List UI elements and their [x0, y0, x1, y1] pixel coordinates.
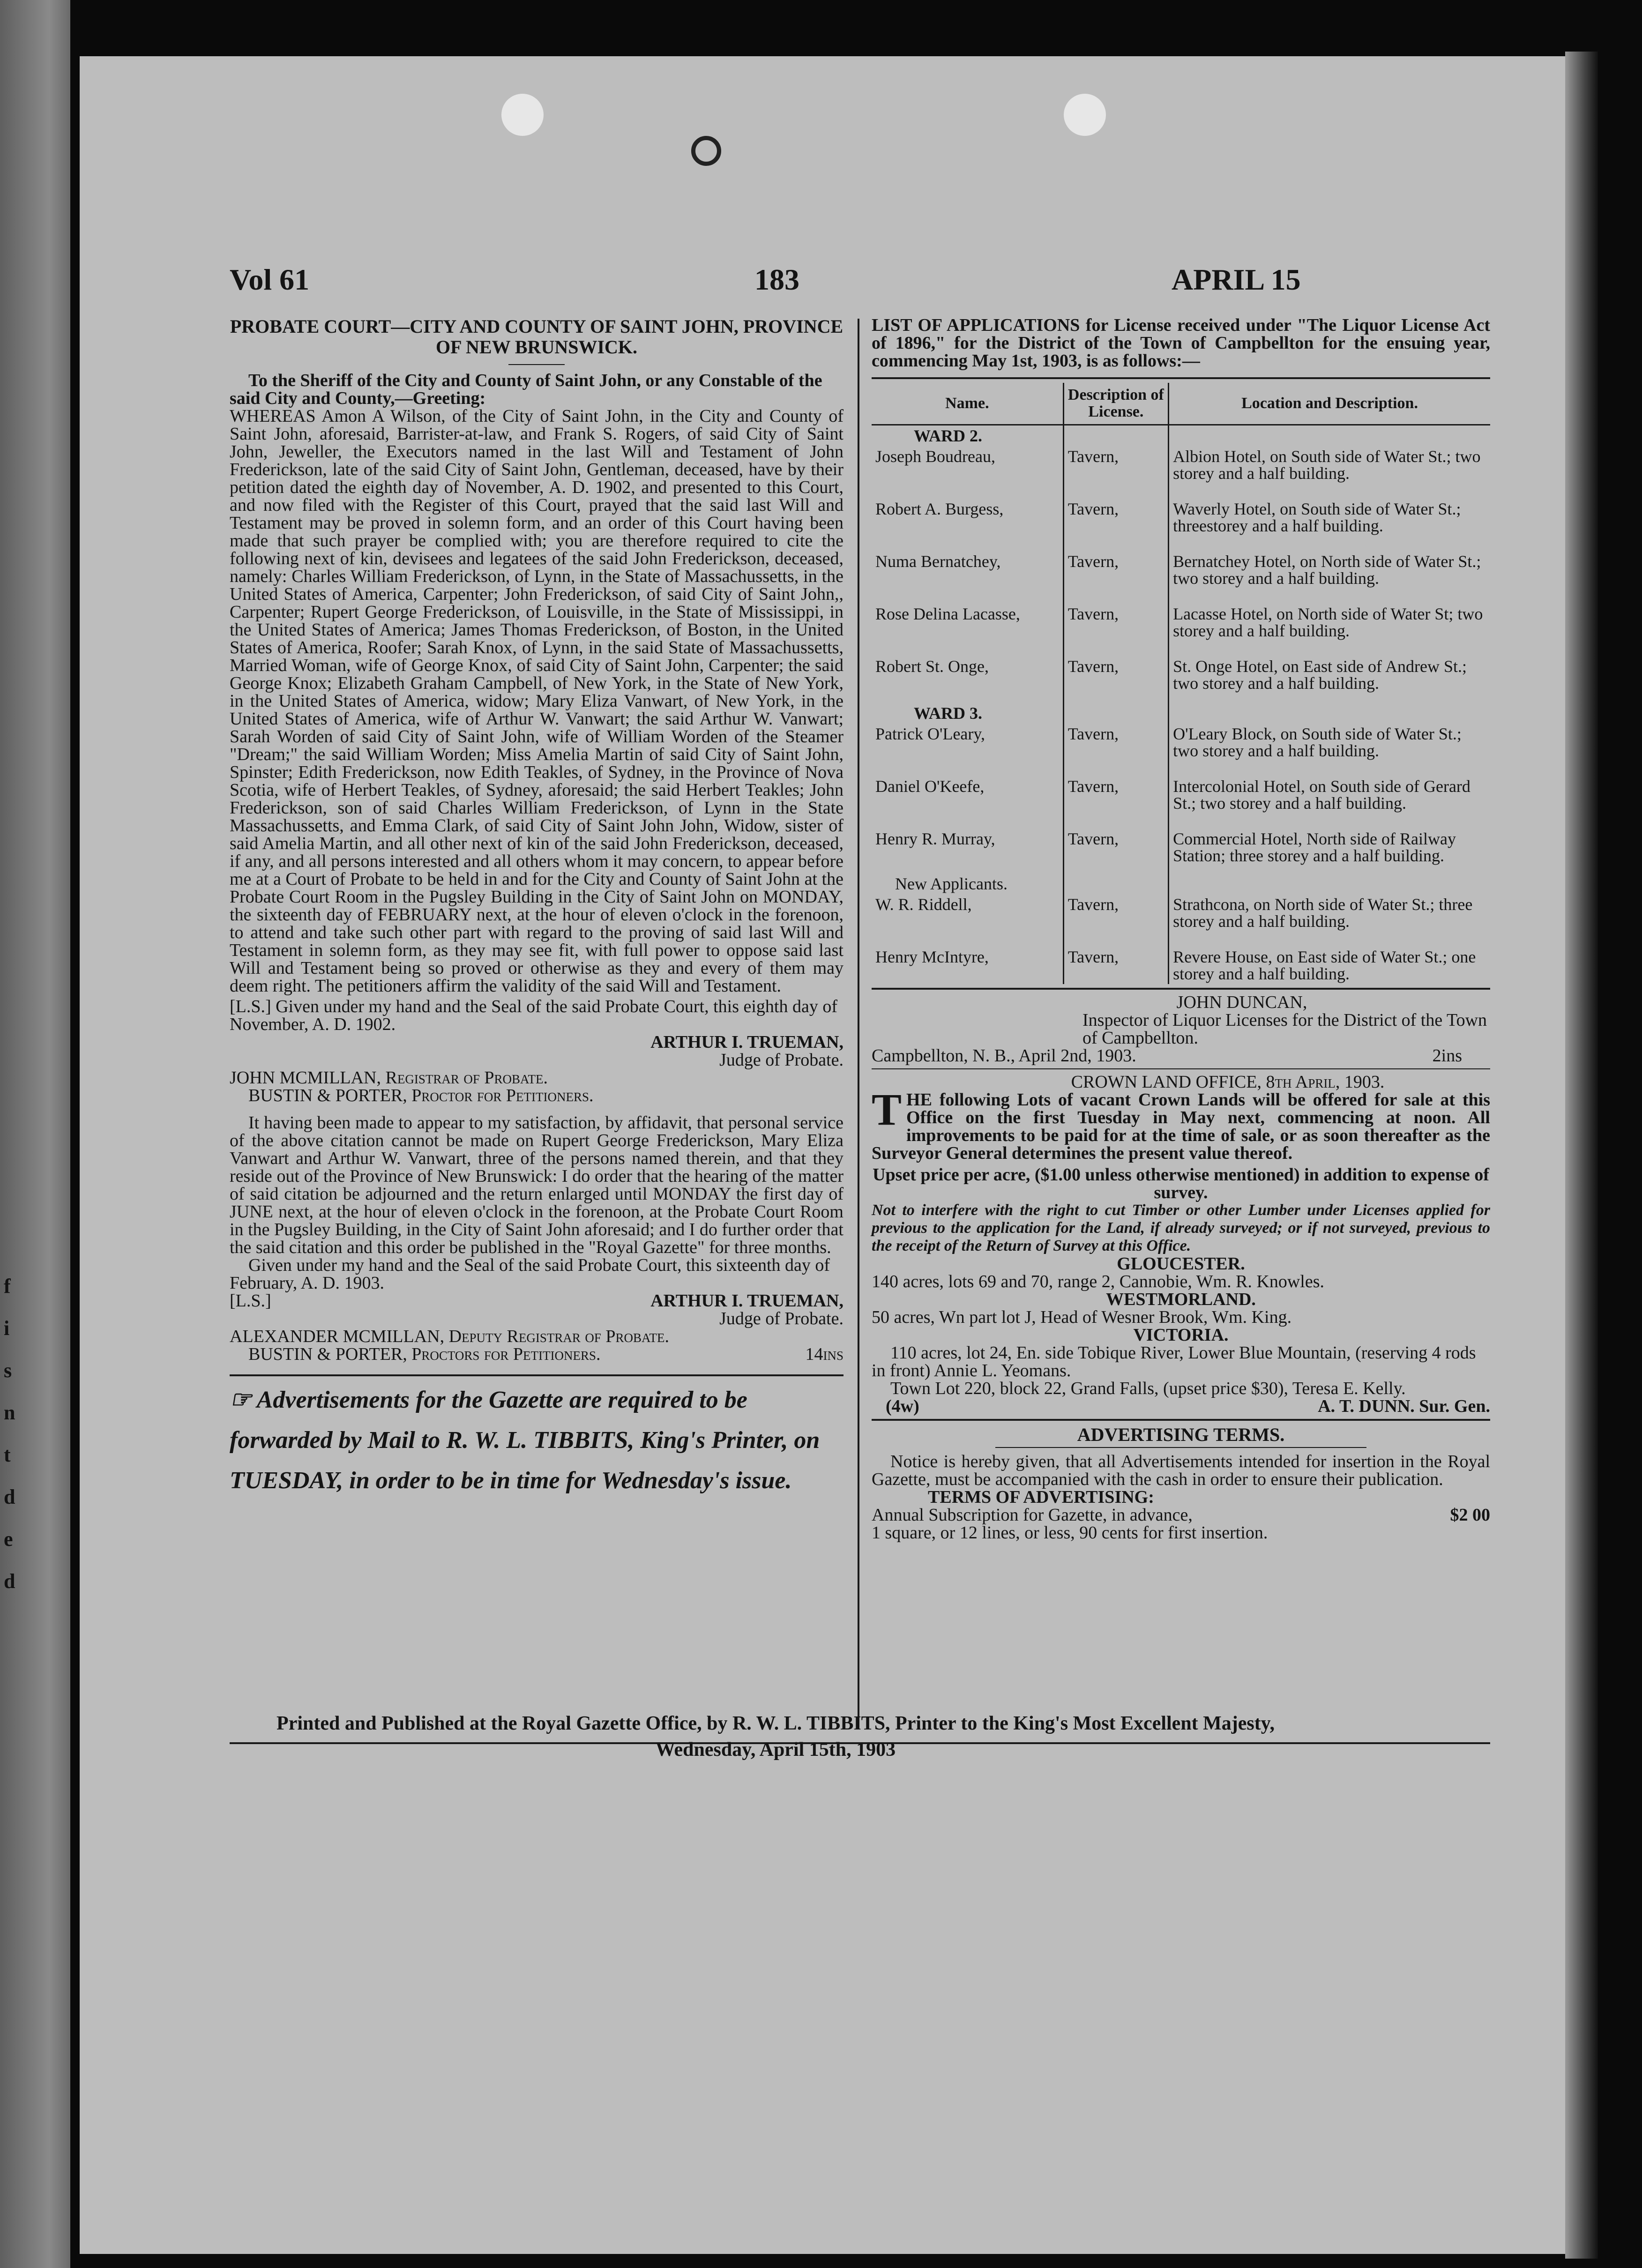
judge-name-1: ARTHUR I. TRUEMAN,	[650, 1032, 843, 1052]
page-number: 183	[754, 263, 799, 296]
crown-land-dateline: CROWN LAND OFFICE, 8th April, 1903.	[1071, 1072, 1385, 1092]
judge-name-2: ARTHUR I. TRUEMAN,	[650, 1291, 843, 1311]
issue-date: APRIL 15	[1172, 263, 1301, 296]
lot-gloucester: 140 acres, lots 69 and 70, range 2, Cannobie, Wm. R. Knowles.	[872, 1272, 1325, 1291]
table-row	[872, 724, 1490, 761]
punch-hole-right	[1064, 94, 1106, 136]
ink-mark	[691, 136, 721, 166]
crown-land-insertions: (4w)	[886, 1396, 919, 1416]
probate-order: It having been made to appear to my satisfaction, by affidavit, that personal service of the above citation cannot be made on Rupert George Frederickson, Mary Eliza Vanwart and Arthur W. Vanwart, three of the persons named therein, and that they reside out of the Province of New Brunswick: I do order that the hearing of the matter of said citation be adjourned and the return enlarged until MONDAY the first day of JUNE next, at the hour of eleven o'clock in the forenoon, at the Probate Court Room in the Pugsley Building, in the City of Saint John aforesaid; and I do further order that the said citation and this order be published in the "Royal Gazette" for three months.	[230, 1113, 843, 1257]
table-row	[872, 499, 1490, 536]
license-type: Tavern,	[1063, 828, 1168, 866]
col-name: Name.	[872, 383, 1063, 425]
license-location: Intercolonial Hotel, on South side of Gerard St.; two storey and a half building.	[1169, 776, 1490, 813]
county-victoria: VICTORIA.	[1133, 1325, 1229, 1345]
probate-given-1: Given under my hand and the Seal of the said Probate Court, this eighth day of November, A. D. 1902.	[230, 997, 838, 1034]
timber-note: Not to interfere with the right to cut Timber or other Lumber under Licenses applied for previous to the application for the Land, if already surveyed; or if not surveyed, previous to the receipt of the Return of Survey at this Office.	[872, 1201, 1490, 1254]
applicant-name: Robert St. Onge,	[875, 657, 989, 676]
license-location: St. Onge Hotel, on East side of Andrew St.; two storey and a half building.	[1169, 656, 1490, 694]
subscription-line: Annual Subscription for Gazette, in advance,	[872, 1505, 1193, 1525]
section-rule	[872, 1068, 1490, 1069]
applicant-name: Daniel O'Keefe,	[875, 777, 985, 796]
imprint-line-1: Printed and Published at the Royal Gazette Office, by R. W. L. TIBBITS, Printer to the King's Most Excellent Majesty,	[276, 1713, 1275, 1734]
license-type: Tavern,	[1063, 551, 1168, 589]
imprint-footer	[230, 1710, 1321, 1763]
table-row	[872, 656, 1490, 694]
table-row	[872, 776, 1490, 813]
probate-body: WHEREAS Amon A Wilson, of the City of Saint John, in the City and County of Saint John, aforesaid, Barrister-at-law, and Frank S. Rogers, of said City of Saint John, Jeweller, the Executors named in the last Will and Testament of John Frederickson, late of the said City of Saint John, Gentleman, deceased, have by their petition dated the eighth day of November, A. D. 1902, and presented to this Court, and now filed with the Register of this Court, prayed that the said last Will and Testament may be proved in solemn form, and an order of this Court having been made that such prayer be complied with; you are therefore required to cite the following next of kin, devisees and legatees of the said John Frederickson, deceased, namely: Charles William Frederickson, of Lynn, in the State of Massachussetts, in the United States of America, Carpenter; John Frederickson, of said City of Saint John,, Carpenter; Rupert George Frederickson, of Louisville, in the State of Mississippi, in the United States of America; James Thomas Frederickson, of Boston, in the United States of America, Roofer; Sarah Knox, of Lynn, in the said State of Massachussetts, Married Woman, wife of George Knox, of said City of Saint John, Carpenter; the said George Knox; Elizabeth Graham Campbell, of New York, in the State of New York, in the United States of America, widow; Mary Eliza Vanwart, of New York, in the United States of America, wife of Arthur W. Vanwart; the said Arthur W. Vanwart; Sarah Worden of said City of Saint John, wife of William Worden of the Steamer "Dream;" the said William Worden; Miss Amelia Martin of said City of Saint John, Spinster; Edith Frederickson, now Edith Teakles, of Sydney, in the Province of Nova Scotia, wife of Herbert Teakles, of Sydney, aforesaid; the said Herbert Teakles; John Frederickson, son of said Charles William Frederickson, of Lynn in the State Massachussetts, and Emma Clark, of said City of Saint John John, Widow, sister of said Amelia Martin, and all other next of kin of the said John Frederickson, deceased, if any, and all persons interested and all others whom it may concern, to appear before me at a Court of Probate to be held in and for the City and County of Saint John at the Probate Court Room in the Pugsley Building in the City of Saint John on MONDAY, the sixteenth day of FEBRUARY next, at the hour of eleven o'clock in the forenoon, to attend and take such other part with regard to the proving of said last Will and Testament in solemn form, as they may see fit, with full power to oppose said last Will and Testament being so proved or otherwise as they and every of them may deem right. The petitioners affirm the validity of the said Will and Testament.	[230, 406, 843, 996]
seal-marker-2: [L.S.]	[230, 1291, 271, 1311]
margin-letters	[4, 1265, 22, 1603]
lot-victoria: 110 acres, lot 24, En. side Tobique River, Lower Blue Mountain, (reserving 4 rods in front) Annie L. Yeomans.	[872, 1343, 1476, 1380]
license-location: Waverly Hotel, on South side of Water St.; threestorey and a half building.	[1169, 499, 1490, 536]
license-location: Lacasse Hotel, on North side of Water St; two storey and a half building.	[1169, 604, 1490, 641]
applicant-name: Joseph Boudreau,	[875, 447, 995, 466]
margin-letter: n	[4, 1401, 15, 1424]
ward-3-label: WARD 3.	[914, 704, 983, 723]
section-rule	[230, 1374, 843, 1376]
judge-title-1: Judge of Probate.	[719, 1050, 843, 1070]
license-location: Strathcona, on North side of Water St.; three storey and a half building.	[1169, 894, 1490, 932]
applicant-name: Rose Delina Lacasse,	[875, 604, 1020, 623]
table-bottom-rule	[872, 988, 1490, 990]
col-location: Location and Description.	[1169, 383, 1490, 425]
license-type: Tavern,	[1063, 656, 1168, 694]
table-top-rule	[872, 377, 1490, 379]
liquor-license-notice	[872, 316, 1490, 1542]
license-type: Tavern,	[1063, 776, 1168, 813]
probate-greeting: To the Sheriff of the City and County of Saint John, or any Constable of the said City and County,—Greeting:	[230, 371, 822, 408]
margin-letter: i	[4, 1317, 10, 1340]
column-divider	[858, 319, 859, 1729]
table-row	[872, 604, 1490, 641]
volume-label: Vol 61	[230, 263, 310, 296]
county-westmorland: WESTMORLAND.	[1106, 1290, 1256, 1309]
advertising-terms-title: ADVERTISING TERMS.	[1077, 1424, 1285, 1445]
ward-2-label: WARD 2.	[914, 426, 983, 445]
subscription-price: $2 00	[1450, 1505, 1490, 1525]
liquor-intro: LIST OF APPLICATIONS for License received under "The Liquor License Act of 1896," for the District of the Town of Campbellton for the ensuing year, commencing May 1st, 1903, is as follows:—	[872, 315, 1490, 371]
applicant-name: Henry R. Murray,	[875, 829, 995, 848]
table-row	[872, 947, 1490, 984]
license-type: Tavern,	[1063, 947, 1168, 984]
advertising-notice: Notice is hereby given, that all Advertisements intended for insertion in the Royal Gazette, must be accompanied with the cash in order to ensure their publication.	[872, 1452, 1490, 1489]
license-type: Tavern,	[1063, 499, 1168, 536]
table-row	[872, 446, 1490, 484]
county-gloucester: GLOUCESTER.	[1117, 1254, 1245, 1274]
applicant-name: Robert A. Burgess,	[875, 500, 1004, 518]
upset-price: Upset price per acre, ($1.00 unless otherwise mentioned) in addition to expense of survey.	[873, 1165, 1489, 1202]
ward-row	[872, 694, 1490, 724]
terms-heading: TERMS OF ADVERTISING:	[928, 1487, 1154, 1507]
short-rule	[508, 364, 565, 365]
section-rule	[872, 1419, 1490, 1421]
margin-letter: e	[4, 1528, 13, 1551]
deputy-registrar: ALEXANDER MCMILLAN, Deputy Registrar of Probate.	[230, 1327, 670, 1346]
square-rate-line: 1 square, or 12 lines, or less, 90 cents for first insertion.	[872, 1523, 1268, 1543]
table-row	[872, 551, 1490, 589]
ward-row	[872, 425, 1490, 447]
liquor-place-date: Campbellton, N. B., April 2nd, 1903.	[872, 1046, 1136, 1066]
new-applicants-row	[872, 866, 1490, 894]
probate-title: PROBATE COURT—CITY AND COUNTY OF SAINT JOHN, PROVINCE OF NEW BRUNSWICK.	[230, 316, 843, 358]
punch-hole-left	[501, 94, 544, 136]
license-type: Tavern,	[1063, 724, 1168, 761]
seal-marker: [L.S.]	[230, 997, 271, 1016]
proctor-1: BUSTIN & PORTER, Proctor for Petitioners.	[248, 1086, 594, 1105]
page-edge-shadow	[1565, 52, 1598, 2259]
license-location: Commercial Hotel, North side of Railway Station; three storey and a half building.	[1169, 828, 1490, 866]
margin-letter: d	[4, 1485, 15, 1508]
surveyor-general: A. T. DUNN. Sur. Gen.	[1318, 1396, 1490, 1416]
new-applicants-label: New Applicants.	[895, 874, 1008, 893]
applicant-name: W. R. Riddell,	[875, 895, 972, 914]
margin-letter: t	[4, 1443, 11, 1466]
license-type: Tavern,	[1063, 894, 1168, 932]
judge-title-2: Judge of Probate.	[719, 1309, 843, 1328]
title-rule	[995, 1447, 1366, 1448]
license-location: Albion Hotel, on South side of Water St.; two storey and a half building.	[1169, 446, 1490, 484]
town-lot: Town Lot 220, block 22, Grand Falls, (upset price $30), Teresa E. Kelly.	[890, 1379, 1406, 1398]
license-location: Revere House, on East side of Water St.; one storey and a half building.	[1169, 947, 1490, 984]
liquor-insertions: 2ins	[1432, 1046, 1462, 1066]
lot-westmorland: 50 acres, Wn part lot J, Head of Wesner Brook, Wm. King.	[872, 1307, 1292, 1327]
license-type: Tavern,	[1063, 446, 1168, 484]
table-row	[872, 828, 1490, 866]
probate-notice	[230, 316, 843, 1501]
margin-letter: d	[4, 1570, 15, 1593]
applicant-name: Numa Bernatchey,	[875, 552, 1001, 571]
proctor-2: BUSTIN & PORTER, Proctors for Petitioners.	[248, 1344, 601, 1364]
crown-land-intro: HE following Lots of vacant Crown Lands will be offered for sale at this Office on the first Tuesday in May next, commencing at noon. All improvements to be paid for at the time of sale, or as soon thereafter as the Surveyor General determines the present value thereof.	[872, 1090, 1490, 1163]
margin-letter: s	[4, 1359, 12, 1382]
license-type: Tavern,	[1063, 604, 1168, 641]
table-row	[872, 894, 1490, 932]
license-table-header	[872, 383, 1490, 425]
license-table	[872, 383, 1490, 984]
margin-letter: f	[4, 1275, 11, 1298]
registrar: JOHN MCMILLAN, Registrar of Probate.	[230, 1068, 548, 1088]
gazette-page	[80, 56, 1565, 2254]
probate-given-2: Given under my hand and the Seal of the said Probate Court, this sixteenth day of February, A. D. 1903.	[230, 1255, 830, 1293]
facing-page-edge	[0, 0, 70, 2268]
col-description: Description of License.	[1063, 383, 1168, 425]
inspector-name: JOHN DUNCAN,	[1176, 992, 1307, 1012]
license-location: O'Leary Block, on South side of Water St.; two storey and a half building.	[1169, 724, 1490, 761]
dropcap-letter: T	[872, 1084, 902, 1134]
ad-deadline-notice: ☞ Advertisements for the Gazette are required to be forwarded by Mail to R. W. L. TIBBITS, King's Printer, on TUESDAY, in order to be in time for Wednesday's issue.	[230, 1387, 820, 1494]
imprint-line-2: Wednesday, April 15th, 1903	[655, 1739, 896, 1761]
license-location: Bernatchey Hotel, on North side of Water St.; two storey and a half building.	[1169, 551, 1490, 589]
applicant-name: Henry McIntyre,	[875, 947, 989, 966]
inspector-title: Inspector of Liquor Licenses for the District of the Town of Campbellton.	[1082, 1010, 1487, 1048]
applicant-name: Patrick O'Leary,	[875, 724, 985, 743]
probate-insertions: 14ins	[805, 1344, 843, 1364]
